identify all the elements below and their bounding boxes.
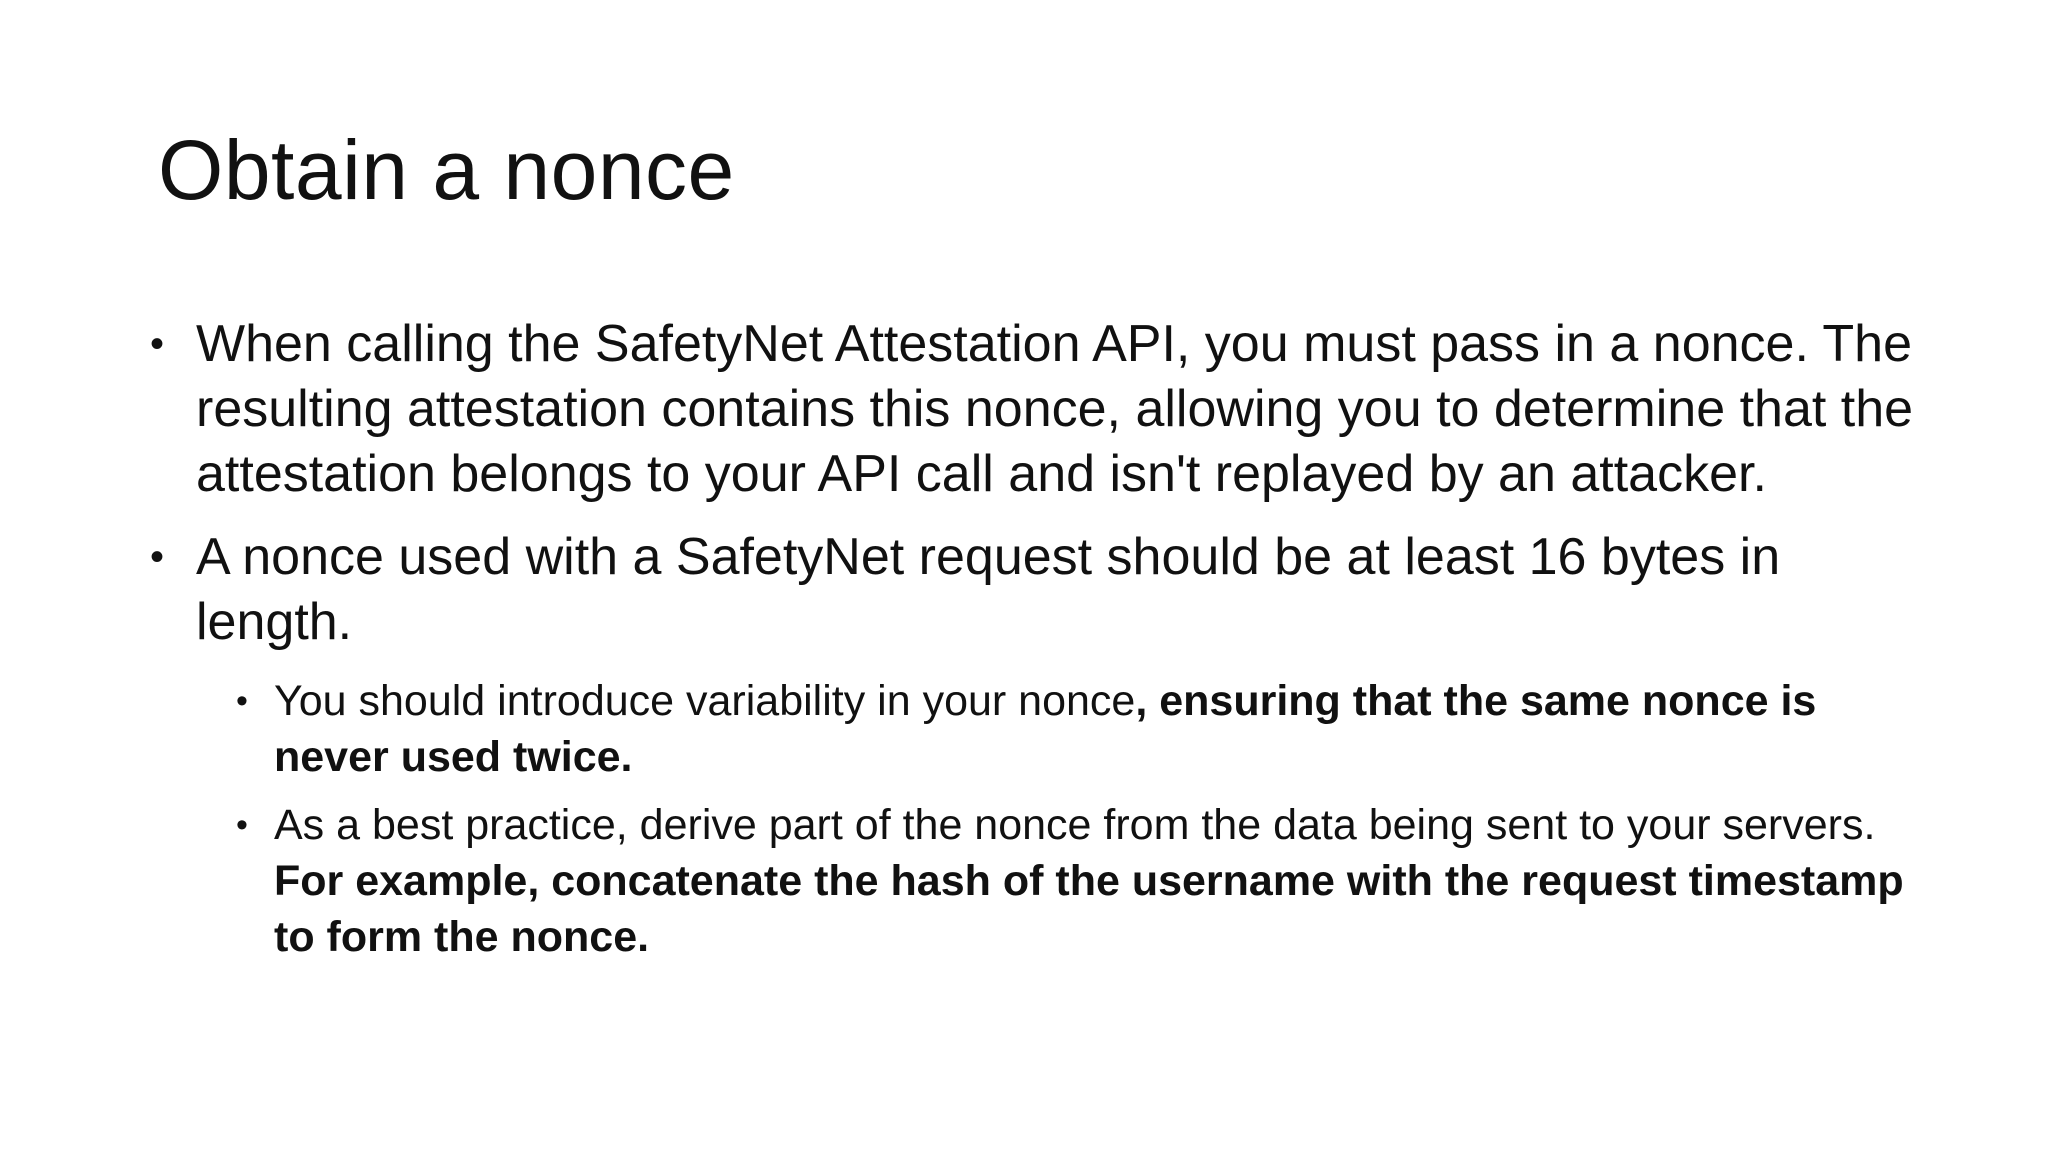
sub-bullet-text-normal-2: As a best practice, derive part of the nonce from the data being sent to your servers. (274, 801, 1876, 849)
sub-bullet-item-1 (236, 673, 1930, 785)
bullet-text-1: When calling the SafetyNet Attestation API, you must pass in a nonce. The resulting attestation contains this nonce, allowing you to determine that the attestation belongs to your API call and isn't replayed by an attacker. (196, 315, 1914, 503)
sub-bullet-icon: • (236, 682, 248, 720)
sub-bullet-text-normal-1: You should introduce variability in your nonce (274, 677, 1136, 725)
slide-body (150, 312, 1930, 977)
bullet-item-2 (150, 525, 1930, 655)
bullet-text-2: A nonce used with a SafetyNet request should be at least 16 bytes in length. (196, 528, 1781, 651)
bullet-item-1 (150, 312, 1930, 507)
bullet-icon: • (150, 322, 165, 366)
slide-title: Obtain a nonce (158, 123, 735, 217)
sub-bullet-item-2 (236, 797, 1930, 965)
sub-bullet-text-bold-2: For example, concatenate the hash of the username with the request timestamp to form the nonce. (274, 857, 1904, 961)
sub-bullet-text-bold-1: , ensuring that the same nonce is never used twice. (274, 677, 1817, 781)
bullet-icon: • (150, 535, 165, 579)
sub-bullet-list (236, 673, 1930, 965)
sub-bullet-icon: • (236, 806, 248, 844)
